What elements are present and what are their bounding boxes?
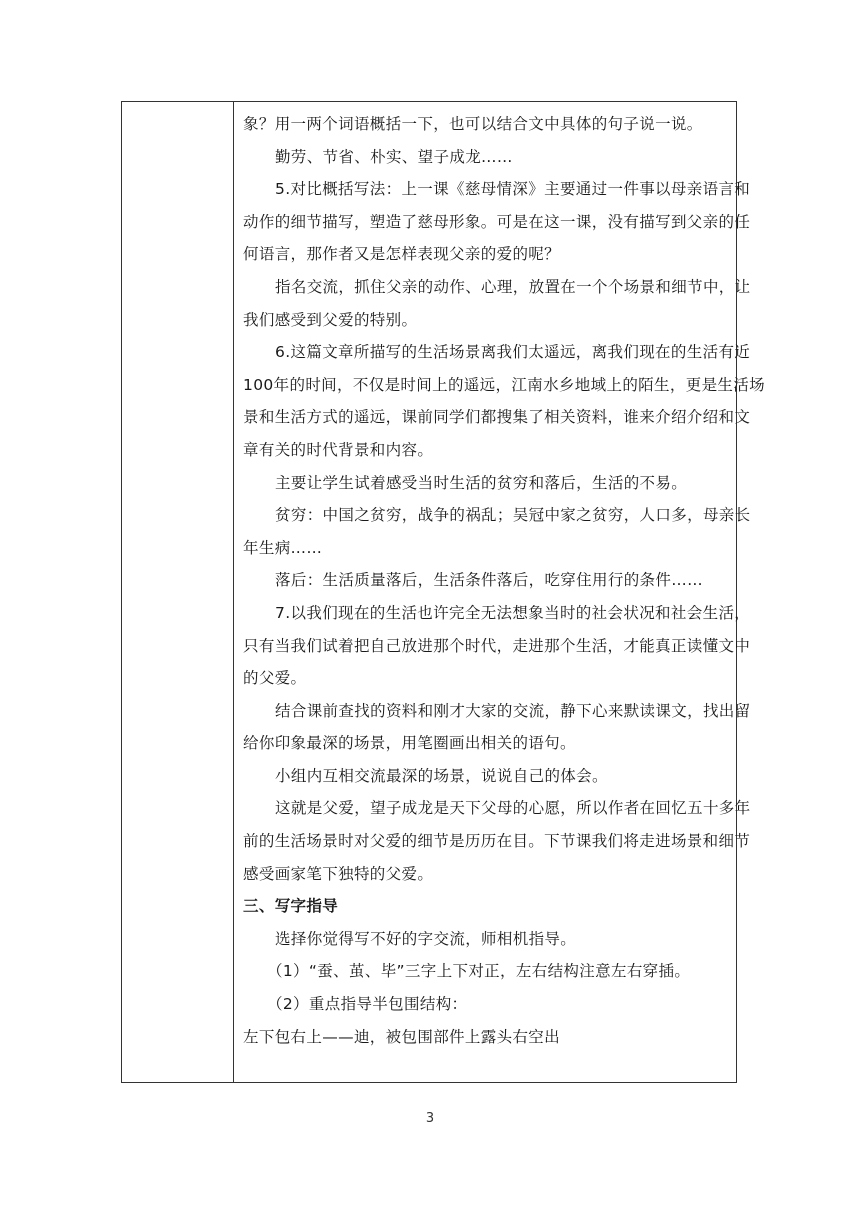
- text-line: 这就是父爱，望子成龙是天下父母的心愿，所以作者在回忆五十多年: [275, 799, 751, 818]
- text-line: 落后：生活质量落后，生活条件落后，吃穿住用行的条件……: [275, 571, 703, 590]
- text-line: 景和生活方式的遥远，课前同学们都搜集了相关资料，谁来介绍介绍和文: [243, 408, 751, 427]
- text-line: 7.以我们现在的生活也许完全无法想象当时的社会状况和社会生活，: [275, 603, 751, 622]
- text-line: 的父爱。: [243, 669, 307, 688]
- text-line: 感受画家笔下独特的父爱。: [243, 864, 434, 883]
- text-line: 勤劳、节省、朴实、望子成龙……: [275, 147, 513, 166]
- text-line: 指名交流，抓住父亲的动作、心理，放置在一个个场景和细节中，让: [275, 277, 751, 296]
- text-line: 主要让学生试着感受当时生活的贫穷和落后，生活的不易。: [275, 473, 688, 492]
- text-line: 何语言，那作者又是怎样表现父亲的爱的呢？: [243, 245, 561, 264]
- table-content-cell: [243, 108, 765, 1053]
- text-line: 100年的时间，不仅是时间上的遥远，江南水乡地域上的陌生，更是生活场: [243, 375, 765, 394]
- text-line: 小组内互相交流最深的场景，说说自己的体会。: [275, 766, 608, 785]
- text-line: 年生病……: [243, 538, 323, 557]
- page-number: 3: [425, 1111, 435, 1126]
- text-line: 只有当我们试着把自己放进那个时代，走进那个生活，才能真正读懂文中: [243, 636, 751, 655]
- text-line: 前的生活场景时对父爱的细节是历历在目。下节课我们将走进场景和细节: [243, 832, 751, 851]
- text-line: 我们感受到父爱的特别。: [243, 310, 418, 329]
- table-left-column: [122, 102, 234, 1082]
- lesson-table: [121, 101, 765, 1083]
- text-line: 左下包右上——迪，被包围部件上露头右空出: [243, 1027, 561, 1046]
- text-line: 动作的细节描写，塑造了慈母形象。可是在这一课，没有描写到父亲的任: [243, 212, 751, 231]
- text-line: 给你印象最深的场景，用笔圈画出相关的语句。: [243, 734, 576, 753]
- text-line: 选择你觉得写不好的字交流，师相机指导。: [275, 929, 577, 948]
- text-line: 6.这篇文章所描写的生活场景离我们太遥远，离我们现在的生活有近: [275, 343, 751, 362]
- text-line: 章有关的时代背景和内容。: [243, 440, 434, 459]
- text-line: （2）重点指导半包围结构：: [267, 995, 468, 1014]
- section-heading: 三、写字指导: [243, 897, 339, 916]
- text-line: 结合课前查找的资料和刚才大家的交流，静下心来默读课文，找出留: [275, 701, 751, 720]
- text-line: 贫穷：中国之贫穷，战争的祸乱；吴冠中家之贫穷，人口多，母亲长: [275, 506, 751, 525]
- text-line: （1）“蚕、茧、毕”三字上下对正，左右结构注意左右穿插。: [267, 962, 691, 981]
- text-line: 5.对比概括写法：上一课《慈母情深》主要通过一件事以母亲语言和: [275, 180, 751, 199]
- text-line: 象？用一两个词语概括一下，也可以结合文中具体的句子说一说。: [243, 115, 703, 133]
